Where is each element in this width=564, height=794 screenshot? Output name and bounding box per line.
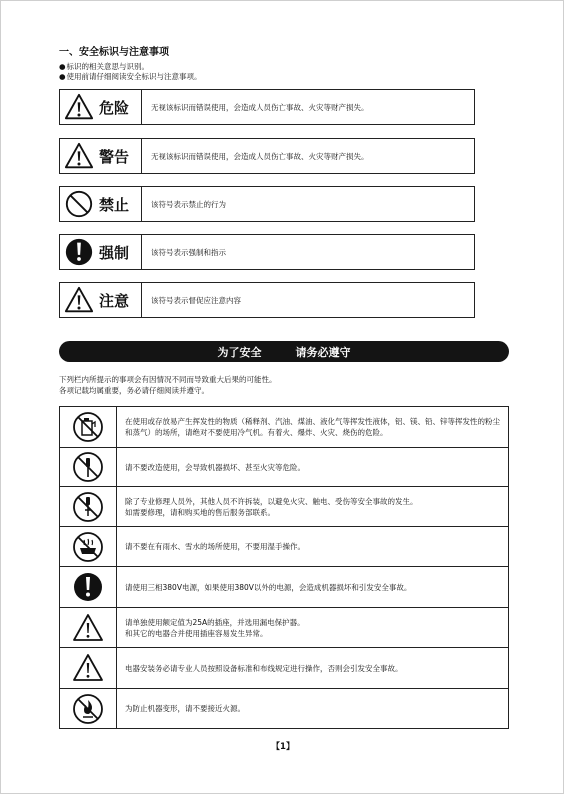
warning-triangle-icon	[64, 92, 94, 122]
page-number: 【1】	[271, 742, 295, 752]
sign-box-prohibit	[59, 186, 475, 222]
table-row	[60, 407, 508, 447]
prohibition-icon	[64, 189, 94, 219]
table-row	[60, 526, 508, 566]
no-disassemble-icon	[72, 491, 104, 523]
no-modify-icon	[72, 451, 104, 483]
sign-word: 注意	[99, 291, 130, 310]
mandatory-icon	[72, 571, 104, 603]
sign-word: 禁止	[99, 195, 130, 214]
warning-triangle-icon	[64, 141, 94, 171]
sign-description: 该符号表示督促应注意内容	[151, 295, 241, 305]
warning-triangle-icon	[72, 612, 104, 644]
sign-description: 无视该标识而错误使用，会造成人员伤亡事故、火灾等财产损失。	[151, 151, 369, 161]
rule-text: 在使用或存放易产生挥发性的物质（稀释剂、汽油、煤油、液化气等挥发性液体，铝、镁、铅、锌等挥发性的粉尘和蒸气）的场所，请绝对不要使用冷气机。有着火、爆炸、火灾、烧伤的危险。	[125, 417, 500, 437]
sign-box-caution	[59, 282, 475, 318]
no-flammable-icon	[72, 411, 104, 443]
mandatory-icon	[64, 237, 94, 267]
sign-description: 无视该标识而错误使用，会造成人员伤亡事故、火灾等财产损失。	[151, 102, 369, 112]
sign-word: 危险	[99, 98, 130, 117]
bullet-list	[59, 62, 202, 82]
safety-banner	[59, 341, 509, 362]
rule-text: 除了专业修理人员外，其他人员不许拆装，以避免火灾、触电、受伤等安全事故的发生。	[125, 496, 418, 506]
sign-box-warning	[59, 138, 475, 174]
intro-line: 各项记载均属重要，务必请仔细阅读并遵守。	[59, 385, 209, 395]
rule-text: 电器安装务必请专业人员按照设备标准和布线规定进行操作，否则会引发安全事故。	[125, 663, 403, 673]
rule-text: 请使用三相380V电源，如果使用380V以外的电源，会造成机器损坏和引发安全事故。	[125, 582, 412, 592]
table-row	[60, 647, 508, 688]
safety-rules-table	[59, 406, 509, 729]
table-row	[60, 688, 508, 728]
rule-text: 请不要改造使用，会导致机器损坏、甚至火灾等危险。	[125, 462, 305, 472]
section-title: 一、安全标识与注意事项	[59, 47, 169, 58]
rule-text: 为防止机器变形，请不要接近火源。	[125, 704, 245, 713]
sign-word: 强制	[99, 243, 130, 262]
warning-triangle-icon	[72, 652, 104, 684]
intro-line: 下列栏内所提示的事项会有因情况不同而导致重大后果的可能性。	[59, 375, 277, 384]
no-fire-icon	[72, 693, 104, 725]
table-row	[60, 486, 508, 526]
sign-box-danger	[59, 89, 475, 125]
rule-text: 请单独使用额定值为25A的插座，并选用漏电保护器。	[125, 617, 305, 627]
rule-text: 如需要修理，请和购买地的售后服务部联系。	[125, 507, 275, 517]
bullet-item: ● 使用前请仔细阅读安全标识与注意事项。	[59, 72, 202, 82]
table-row	[60, 566, 508, 607]
bullet-item: ● 标识的相关意思与识别。	[59, 62, 202, 72]
sign-word: 警告	[99, 147, 130, 166]
banner-right-text: 请务必遵守	[295, 345, 351, 359]
rule-text: 和其它的电器合并使用插座容易发生异常。	[125, 628, 268, 638]
intro-text	[59, 375, 277, 396]
table-row	[60, 447, 508, 486]
sign-box-mandatory	[59, 234, 475, 270]
warning-triangle-icon	[64, 285, 94, 315]
table-row	[60, 607, 508, 647]
no-water-icon	[72, 531, 104, 563]
rule-text: 请不要在有雨水、雪水的场所使用，不要用湿手操作。	[125, 542, 305, 551]
sign-description: 该符号表示禁止的行为	[151, 199, 226, 209]
banner-left-text: 为了安全	[217, 345, 262, 359]
sign-description: 该符号表示强制和指示	[151, 247, 226, 257]
